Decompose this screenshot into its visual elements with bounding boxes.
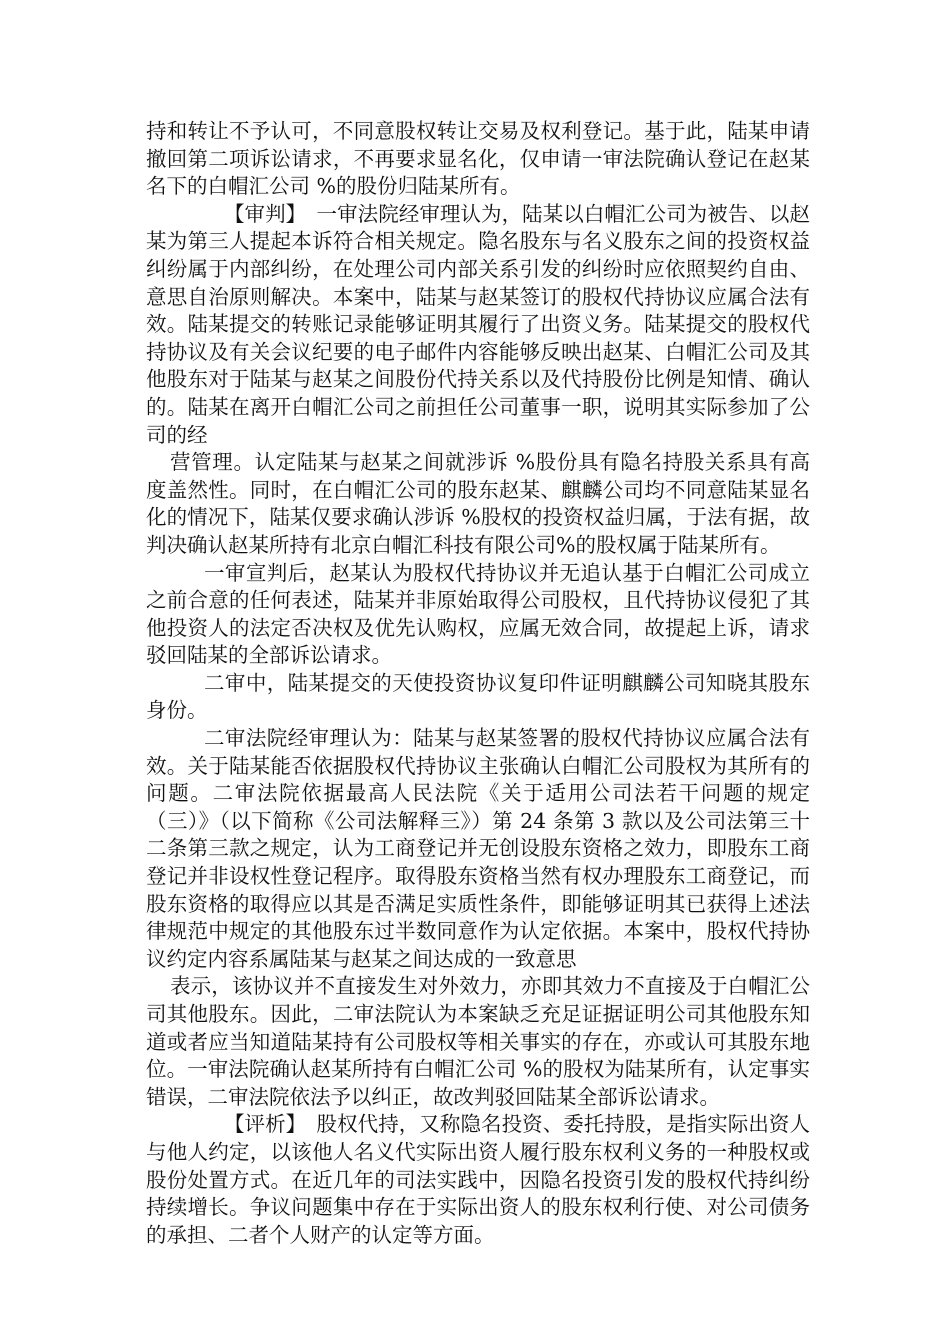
paragraph-5: 二审中，陆某提交的天使投资协议复印件证明麒麟公司知晓其股东身份。	[146, 670, 810, 723]
document-body	[146, 118, 810, 1249]
paragraph-4: 一审宣判后，赵某认为股权代持协议并无追认基于白帽汇公司成立之前合意的任何表述，陆某并非原始取得公司股权，且代持协议侵犯了其他投资人的法定否决权及优先认购权，应属无效合同，故提起上诉，请求驳回陆某的全部诉讼请求。	[146, 560, 810, 668]
paragraph-3: 营管理。认定陆某与赵某之间就涉诉 %股份具有隐名持股关系具有高度盖然性。同时，在白帽汇公司的股东赵某、麒麟公司均不同意陆某显名化的情况下，陆某仅要求确认涉诉 %股权的投资权益归属，于法有据，故判决确认赵某所持有北京白帽汇科技有限公司%的股权属于陆某所有。	[146, 450, 810, 557]
paragraph-2-trial: 【审判】 一审法院经审理认为，陆某以白帽汇公司为被告、以赵某为第三人提起本诉符合相关规定。隐名股东与名义股东之间的投资权益纠纷属于内部纠纷，在处理公司内部关系引发的纠纷时应依照契约自由、意思自治原则解决。本案中，陆某与赵某签订的股权代持协议应属合法有效。陆某提交的转账记录能够证明其履行了出资义务。陆某提交的股权代持协议及有关会议纪要的电子邮件内容能够反映出赵某、白帽汇公司及其他股东对于陆某与赵某之间股份代持关系以及代持股份比例是知情、确认的。陆某在离开白帽汇公司之前担任公司董事一职，说明其实际参加了公司的经	[146, 201, 810, 447]
paragraph-7: 表示，该协议并不直接发生对外效力，亦即其效力不直接及于白帽汇公司其他股东。因此，二审法院认为本案缺乏充足证据证明公司其他股东知道或者应当知道陆某持有公司股权等相关事实的存在，亦或认可其股东地位。一审法院确认赵某所持有白帽汇公司 %的股权为陆某所有，认定事实错误，二审法院依法予以纠正，故改判驳回陆某全部诉讼请求。	[146, 974, 810, 1109]
paragraph-8-analysis: 【评析】 股权代持，又称隐名投资、委托持股，是指实际出资人与他人约定，以该他人名义代实际出资人履行股东权利义务的一种股权或股份处置方式。在近几年的司法实践中，因隐名投资引发的股权代持纠纷持续增长。争议问题集中存在于实际出资人的股东权利行使、对公司债务的承担、二者个人财产的认定等方面。	[146, 1112, 810, 1247]
paragraph-6: 二审法院经审理认为：陆某与赵某签署的股权代持协议应属合法有效。关于陆某能否依据股权代持协议主张确认白帽汇公司股权为其所有的问题。二审法院依据最高人民法院《关于适用公司法若干问题的规定（三）》（以下简称《公司法解释三》）第 24 条第 3 款以及公司法第三十二条第三款之规定，认为工商登记并无创设股东资格之效力，即股东工商登记并非设权性登记程序。取得股东资格当然有权办理股东工商登记，而股东资格的取得应以其是否满足实质性条件，即能够证明其已获得上述法律规范中规定的其他股东过半数同意作为认定依据。本案中，股权代持协议约定内容系属陆某与赵某之间达成的一致意思	[146, 726, 810, 971]
paragraph-1: 持和转让不予认可，不同意股权转让交易及权利登记。基于此，陆某申请撤回第二项诉讼请求，不再要求显名化，仅申请一审法院确认登记在赵某名下的白帽汇公司 %的股份归陆某所有。	[146, 119, 810, 199]
